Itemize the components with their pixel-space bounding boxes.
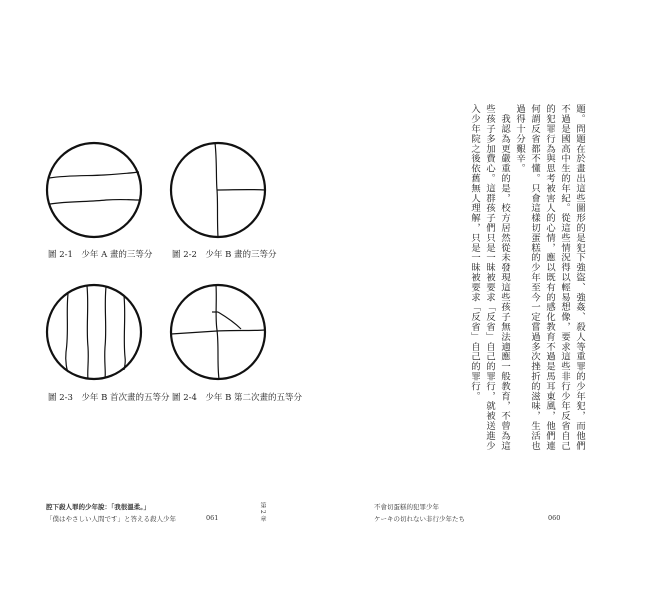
left-page-number: 061 <box>206 514 219 522</box>
running-title: 腔下殺人罪的少年說：「我很溫柔。」 <box>46 503 150 511</box>
text-column: 我認為更嚴重的是，校方居然從未發現這些孩子無法適應一般教育，不曾為這 <box>499 104 510 451</box>
figure-2-2 <box>168 140 268 240</box>
text-column: 何謂反省都不懂。只會這樣切蛋糕的少年至今一定嘗過多次挫折的滋味，生活也 <box>529 104 540 451</box>
text-column: 些孩子多加費心。這群孩子們只是一昧被要求「反省」自己的罪行，就被送進少 <box>484 104 495 451</box>
figure-caption: 圖 2-3 少年 B 首次畫的五等分 <box>48 393 170 403</box>
figure-2-3 <box>44 282 144 382</box>
figure-caption: 圖 2-4 少年 B 第二次畫的五等分 <box>172 393 303 403</box>
figure-caption: 圖 2-2 少年 B 畫的三等分 <box>172 250 277 260</box>
left-footer-subtitle: 「僕はやさしい人間です」と答える殺人少年 <box>46 515 176 523</box>
figure-2-4 <box>168 282 268 382</box>
right-page-number: 060 <box>548 514 561 522</box>
left-footer-title <box>46 502 150 511</box>
text-column: 過得十分艱辛。 <box>514 104 525 174</box>
right-footer-title: 不會切蛋糕的犯罪少年 <box>374 503 439 511</box>
right-footer-subtitle: ケーキの切れない非行少年たち <box>374 515 465 523</box>
text-column: 入少年院之後依舊無人理解，只是一昧被要求「反省」自己的罪行。 <box>469 104 480 401</box>
text-column: 題。問題在於畫出這些圖形的是犯下強盜、強姦、殺人等重罪的少年犯，而他們 <box>574 104 585 451</box>
text-column: 的犯罪行為與思考被害人的心情，應以既有的感化教育不過是馬耳東風，他們連 <box>544 104 555 451</box>
chapter-label: 第 2 章 <box>259 502 266 522</box>
figure-caption: 圖 2-1 少年 A 畫的三等分 <box>48 250 153 260</box>
figure-2-1 <box>44 140 144 240</box>
text-column: 不過是國高中生的年紀。從這些情況得以輕易想像，要求這些非行少年反省自己 <box>559 104 570 451</box>
